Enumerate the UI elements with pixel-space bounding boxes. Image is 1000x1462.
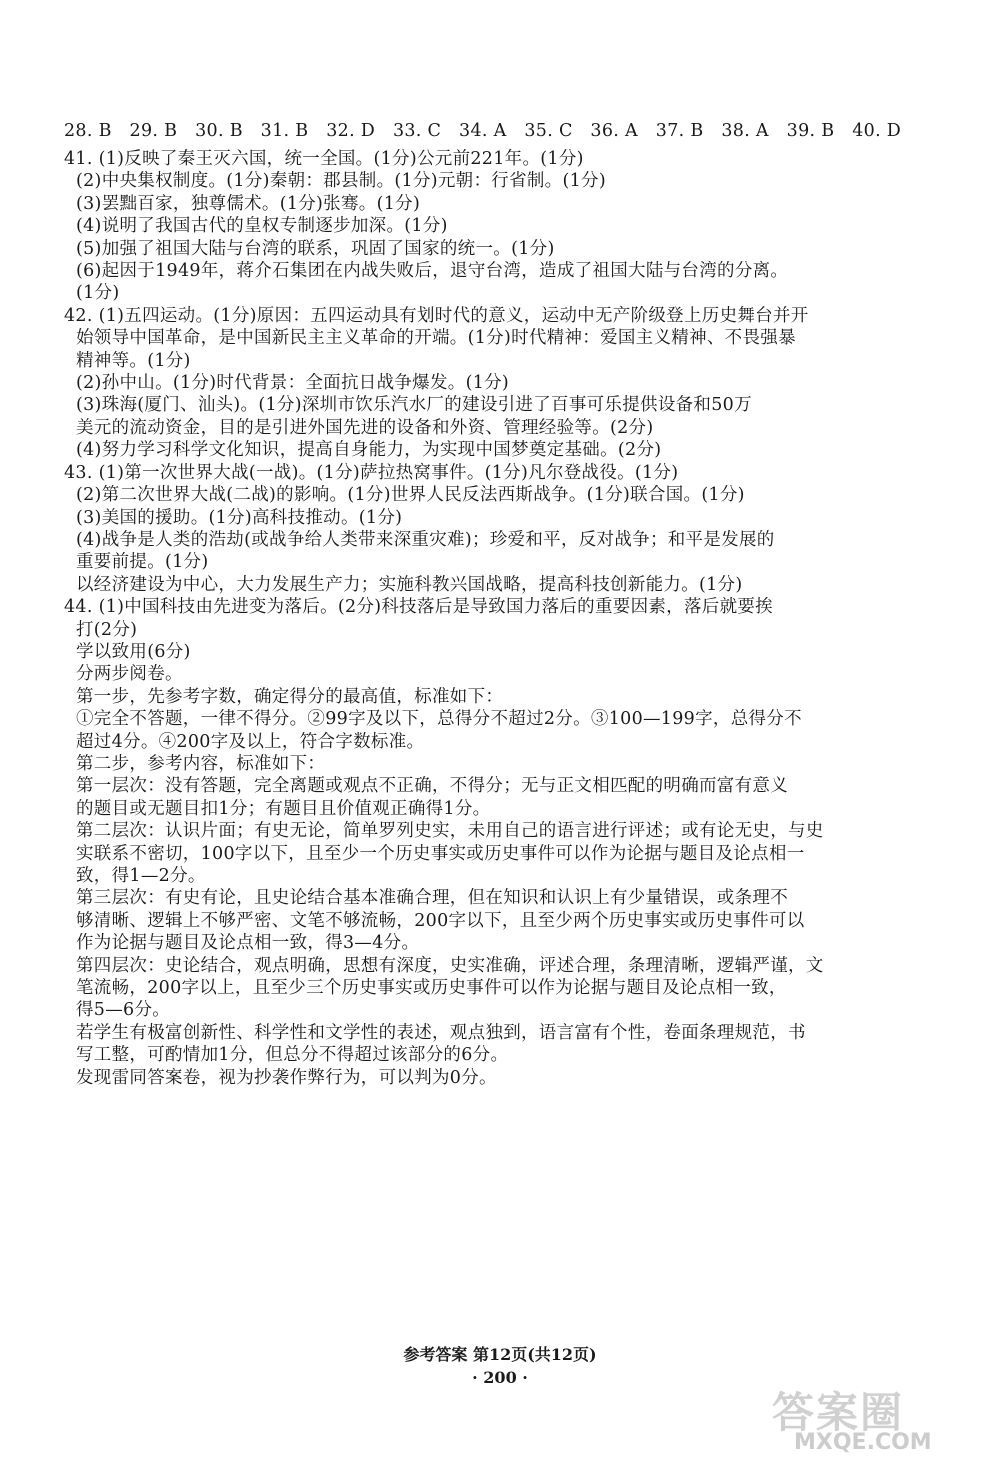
q43-line-5: 重要前提。(1分) — [76, 552, 209, 573]
q41-line-3: (3)罢黜百家，独尊儒术。(1分)张骞。(1分) — [76, 193, 421, 214]
q44-line-21: 写工整，可酌情加1分，但总分不得超过该部分的6分。 — [76, 1045, 509, 1066]
page-number: · 200 · — [472, 1368, 528, 1387]
q44-line-16: 作为论据与题目及论点相一致，得3—4分。 — [76, 933, 420, 954]
q44-line-13: 致，得1—2分。 — [76, 866, 206, 886]
q44-line-18: 笔流畅，200字以上，且至少三个历史事实或历史事件可以作为论据与题目及论点相一致， — [76, 978, 787, 999]
q41-line-1: 41. (1)反映了秦王灭六国，统一全国。(1分)公元前221年。(1分) — [64, 149, 584, 169]
q41-line-2: (2)中央集权制度。(1分)秦朝：郡县制。(1分)元朝：行省制。(1分) — [76, 171, 606, 192]
q43-line-1: 43. (1)第一次世界大战(一战)。(1分)萨拉热窝事件。(1分)凡尔登战役。(1分) — [64, 462, 679, 483]
q43-line-3: (3)美国的援助。(1分)高科技推动。(1分) — [76, 507, 403, 528]
q42-line-3: 精神等。(1分) — [76, 350, 191, 371]
q44-line-8: 第二步，参考内容，标准如下： — [76, 753, 326, 774]
answer-key-body — [64, 114, 914, 1089]
q44-line-20: 若学生有极富创新性、科学性和文学性的表述，观点独到，语言富有个性，卷面条理规范，书 — [76, 1022, 806, 1043]
q43-line-2: (2)第二次世界大战(二战)的影响。(1分)世界人民反法西斯战争。(1分)联合国。(1分) — [76, 485, 745, 506]
q44-line-4: 分两步阅卷。 — [76, 664, 183, 685]
q41-line-4: (4)说明了我国古代的皇权专制逐步加深。(1分) — [76, 216, 448, 237]
watermark-domain-text: MXQE.COM — [794, 1430, 932, 1455]
q44-line-9: 第一层次：没有答题，完全离题或观点不正确，不得分；无与正文相匹配的明确而富有意义 — [76, 776, 788, 797]
q44-line-17: 第四层次：史论结合，观点明确，思想有深度，史实准确，评述合理，条理清晰，逻辑严谨，文 — [76, 955, 824, 976]
q42-line-5: (3)珠海(厦门、汕头)。(1分)深圳市饮乐汽水厂的建设引进了百事可乐提供设备和50万 — [76, 395, 752, 416]
q44-line-1: 44. (1)中国科技由先进变为落后。(2分)科技落后是导致国力落后的重要因素，落后就要挨 — [64, 597, 773, 618]
q44-line-15: 够清晰、逻辑上不够严密、文笔不够流畅，200字以下，且至少两个历史事实或历史事件可以 — [76, 910, 805, 931]
q44-line-6: ①完全不答题，一律不得分。②99字及以下，总得分不超过2分。③100—199字，总得分不 — [76, 709, 802, 730]
q44-line-7: 超过4分。④200字及以上，符合字数标准。 — [76, 731, 425, 752]
watermark-main-text: 答案圈 — [772, 1388, 905, 1437]
q42-line-7: (4)努力学习科学文化知识，提高自身能力，为实现中国梦奠定基础。(2分) — [76, 440, 662, 461]
q44-line-3: 学以致用(6分) — [76, 641, 191, 662]
q43-line-6: 以经济建设为中心，大力发展生产力；实施科教兴国战略，提高科技创新能力。(1分) — [76, 574, 743, 595]
q41-line-7: (1分) — [76, 283, 120, 304]
q42-line-6: 美元的流动资金，目的是引进外国先进的设备和外资、管理经验等。(2分) — [76, 417, 654, 438]
q41-line-6: (6)起因于1949年，蒋介石集团在内战失败后，退守台湾，造成了祖国大陆与台湾的分离。 — [76, 261, 789, 282]
q44-line-22: 发现雷同答案卷，视为抄袭作弊行为，可以判为0分。 — [76, 1067, 497, 1088]
watermark-logo — [760, 1380, 990, 1456]
q43-line-4: (4)战争是人类的浩劫(或战争给人类带来深重灾难)；珍爱和平，反对战争；和平是发展的 — [76, 529, 775, 550]
q42-line-4: (2)孙中山。(1分)时代背景：全面抗日战争爆发。(1分) — [76, 373, 510, 394]
q44-line-2: 打(2分) — [76, 619, 138, 640]
q44-line-14: 第三层次：有史有论，且史论结合基本准确合理，但在知识和认识上有少量错误，或条理不 — [76, 888, 788, 909]
q44-line-12: 实联系不密切，100字以下，且至少一个历史事实或历史事件可以作为论据与题目及论点相一 — [76, 843, 805, 864]
page-footer-label: 参考答案 第12页(共12页) — [403, 1345, 597, 1364]
q44-line-11: 第二层次：认识片面；有史无论，简单罗列史实，未用自己的语言进行评述；或有论无史，与史 — [76, 821, 824, 842]
q41-line-5: (5)加强了祖国大陆与台湾的联系，巩固了国家的统一。(1分) — [76, 238, 555, 259]
q44-line-5: 第一步，先参考字数，确定得分的最高值，标准如下： — [76, 686, 504, 707]
q44-line-10: 的题目或无题目扣1分；有题目且价值观正确得1分。 — [76, 798, 491, 819]
q42-line-1: 42. (1)五四运动。(1分)原因：五四运动具有划时代的意义，运动中无产阶级登上历史舞台并开 — [64, 305, 809, 326]
q42-line-2: 始领导中国革命，是中国新民主主义革命的开端。(1分)时代精神：爱国主义精神、不畏强暴 — [76, 328, 796, 349]
mc-answers-line: 28. B 29. B 30. B 31. B 32. D 33. C 34. A 35. C 36. A 37. B 38. A 39. B 40. D — [64, 121, 902, 141]
q44-line-19: 得5—6分。 — [76, 1000, 171, 1021]
